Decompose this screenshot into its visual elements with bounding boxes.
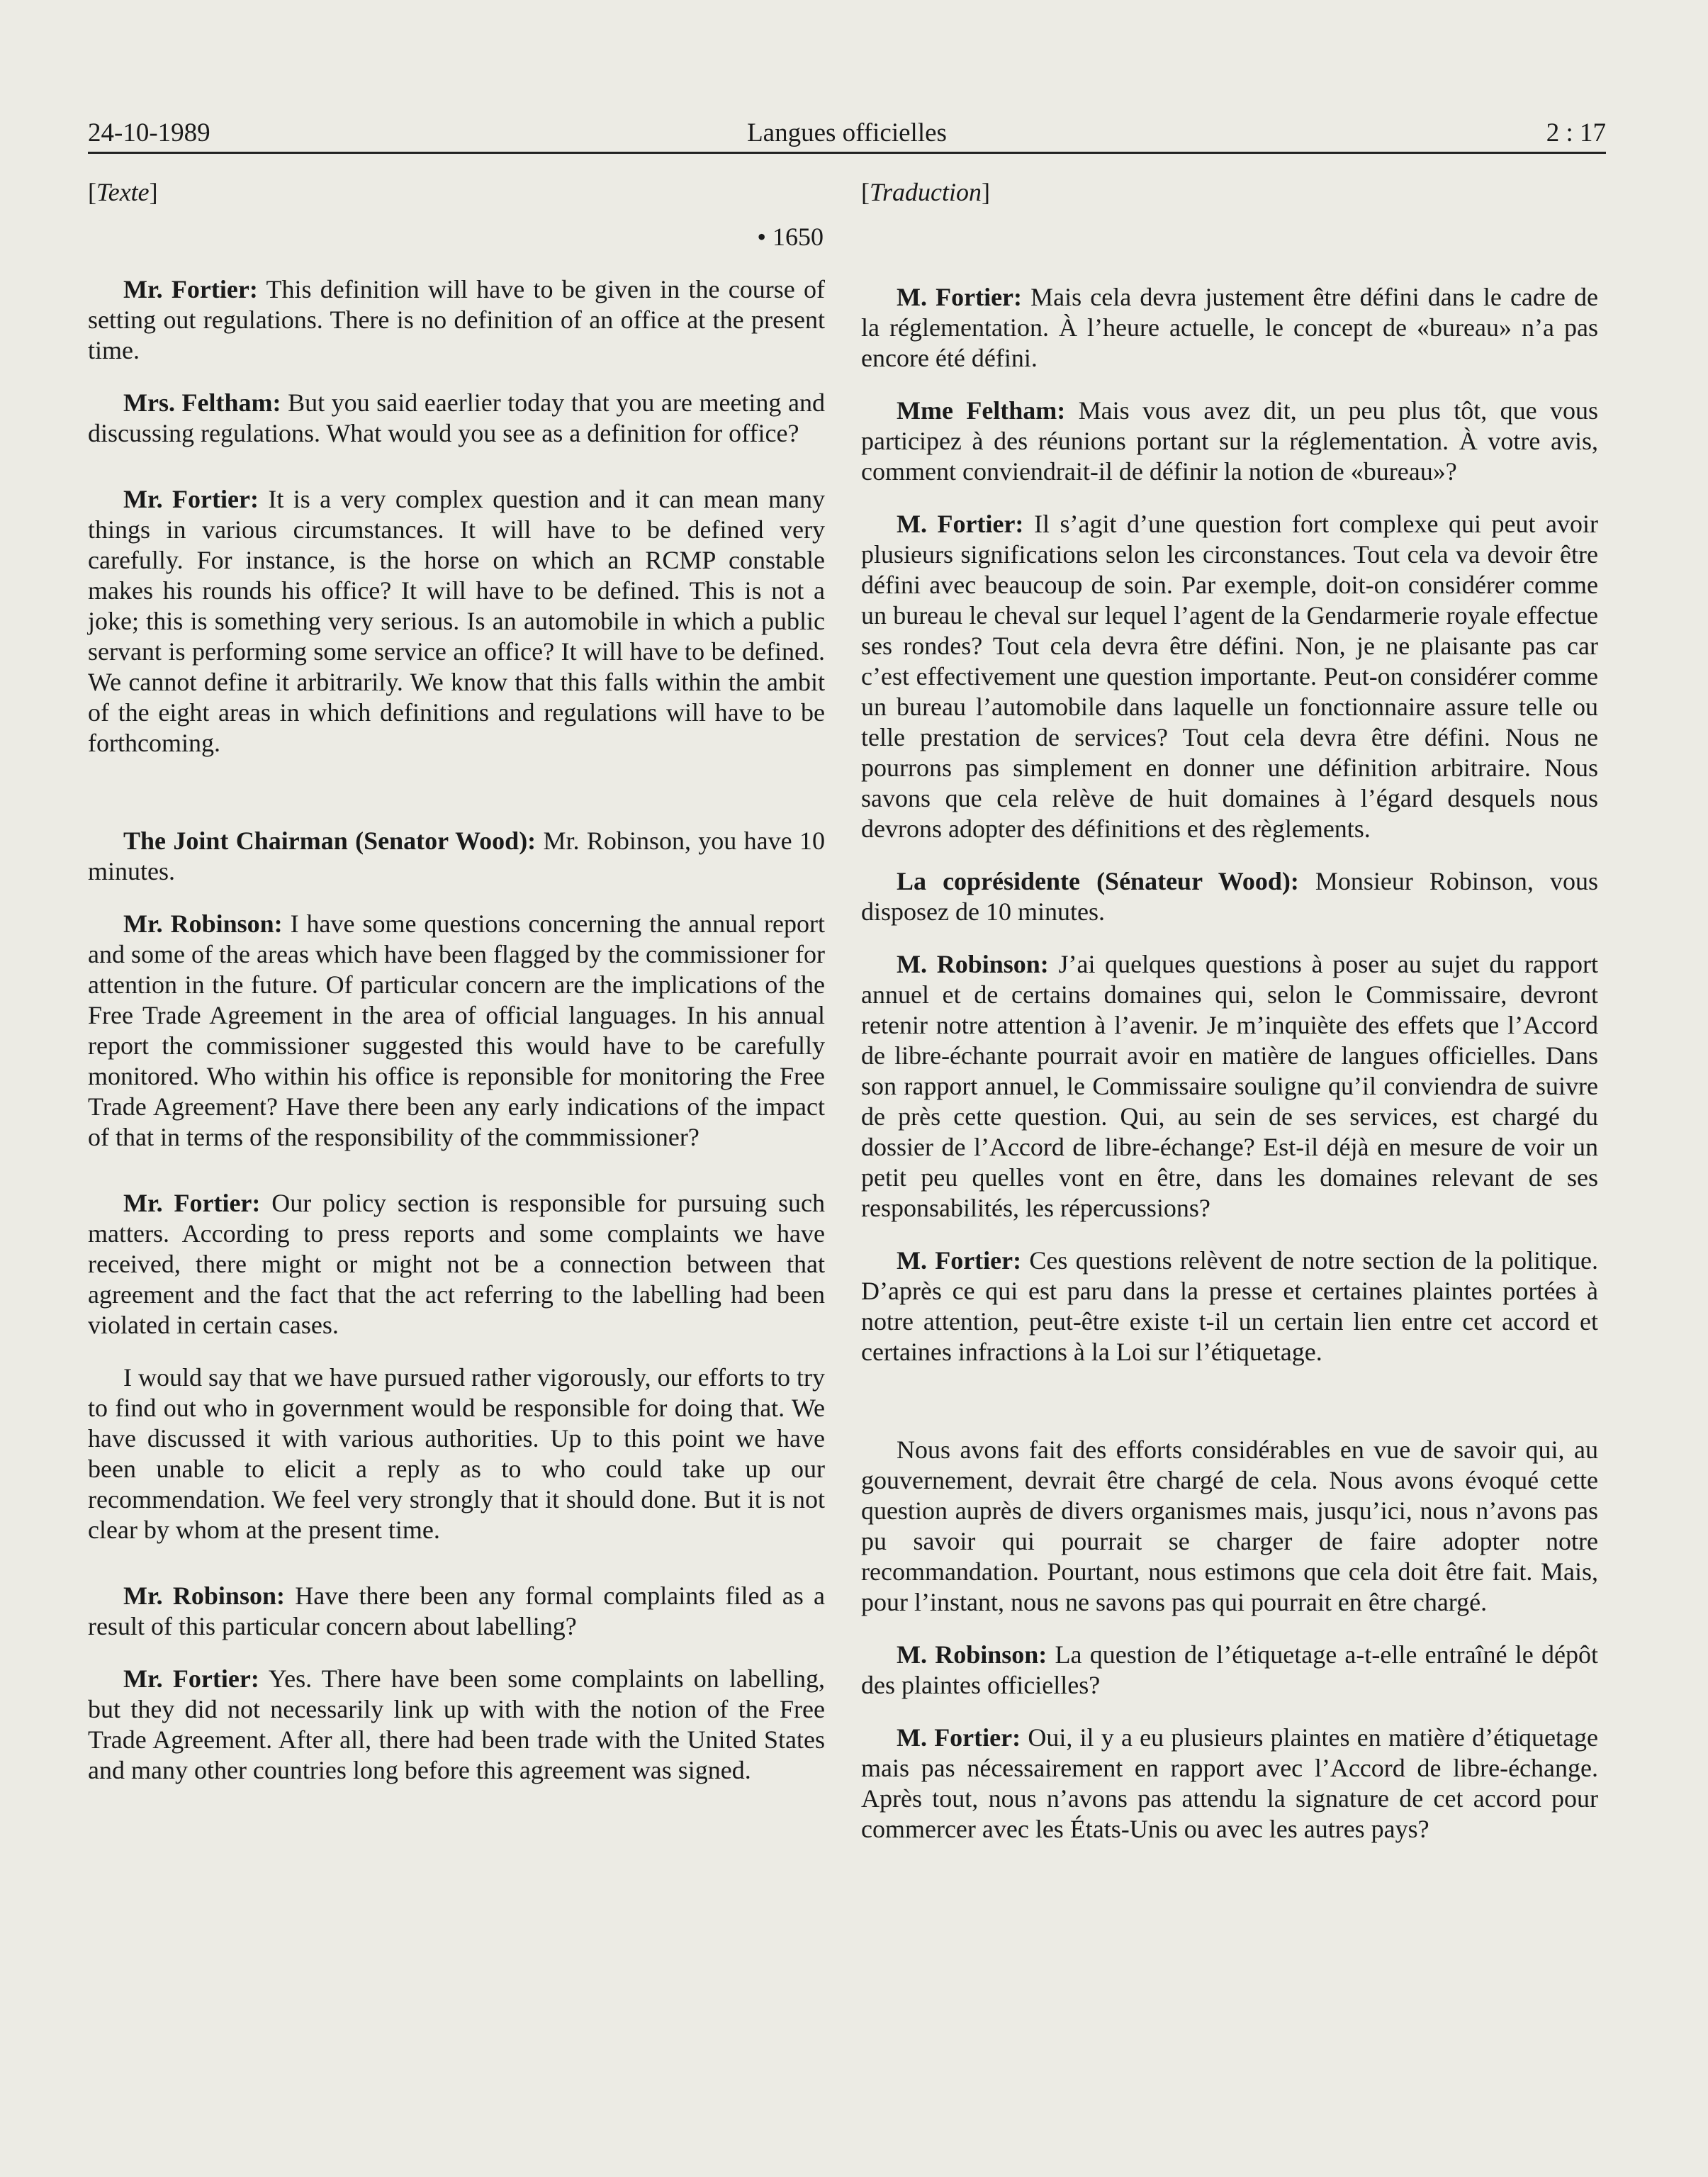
paragraph: I would say that we have pursued rather vigorously, our efforts to try to find out who in government would be responsible for doing that. We have discussed it with various authorities. Up to this point we have been unable to elicit a reply as to who could take up our recommendation. We feel very strongly that it should done. But it is not clear by whom at the present time. <box>88 1363 825 1544</box>
paragraph: The Joint Chairman (Senator Wood): Mr. Robinson, you have 10 minutes. <box>88 827 825 885</box>
paragraph: Mr. Fortier: Our policy section is responsible for pursuing such matters. According to press reports and some complaints we have received, there might or might not be a connection between that agreement and the fact that the act referring to the labelling had been violated in certain cases. <box>88 1189 825 1339</box>
paragraph: Mr. Robinson: Have there been any formal complaints filed as a result of this particular concern about labelling? <box>88 1582 825 1640</box>
paragraph: M. Fortier: Oui, il y a eu plusieurs plaintes en matière d’étiquetage mais pas nécessairement en rapport avec l’Accord de libre-échange. Après tout, nous n’avons pas attendu la signature de cet accord pour commercer avec les États-Unis ou avec les autres pays? <box>861 1723 1598 1843</box>
header-title: Langues officielles <box>747 118 947 147</box>
english-column <box>88 177 825 1786</box>
paragraph: Mme Feltham: Mais vous avez dit, un peu plus tôt, que vous participez à des réunions portant sur la réglementation. À votre avis, comment conviendrait-il de définir la notion de «bureau»? <box>861 396 1598 486</box>
french-column <box>861 177 1598 1845</box>
header-date: 24-10-1989 <box>88 118 210 147</box>
paragraph: M. Robinson: J’ai quelques questions à poser au sujet du rapport annuel et de certains domaines qui, selon le Commissaire, devront retenir notre attention à l’avenir. Je m’inquiète des effets que l’Accord de libre-échante pourrait avoir en matière de langues officielles. Dans son rapport annuel, le Commissaire souligne qu’il conviendra de suivre de près cette question. Qui, au sein de ses services, est chargé du dossier de l’Accord de libre-échange? Est-il déjà en mesure de voir un petit peu quelles vont en être, dans les domaines relevant de ses responsabilités, les répercussions? <box>861 950 1598 1222</box>
paragraph: M. Fortier: Mais cela devra justement être défini dans le cadre de la réglementation. À l’heure actuelle, le concept de «bureau» n’a pas encore été défini. <box>861 283 1598 372</box>
paragraph: Mr. Robinson: I have some questions concerning the annual report and some of the areas which have been flagged by the commissioner for attention in the future. Of particular concern are the implications of the Free Trade Agreement in the area of official languages. In his annual report the commissioner suggested this would have to be carefully monitored. Who within his office is reponsible for monitoring the Free Trade Agreement? Have there been any early indications of the impact of that in terms of the responsibility of the commmissioner? <box>88 910 826 1151</box>
paragraph: Mr. Fortier: This definition will have to be given in the course of setting out regulations. There is no definition of an office at the present time. <box>88 275 825 364</box>
page-header <box>88 118 1606 154</box>
paragraph: M. Robinson: La question de l’étiquetage a-t-elle entraîné le dépôt des plaintes officielles? <box>861 1640 1598 1699</box>
column-marker: [Traduction] <box>861 178 991 206</box>
header-page-number: 2 : 17 <box>1546 118 1606 147</box>
paragraph: Nous avons fait des efforts considérables en vue de savoir qui, au gouvernement, devrait être chargé de cela. Nous avons évoqué cette question auprès de divers organismes mais, jusqu’ici, nous n’avons pas pu savoir qui pourrait se charger de faire adopter notre recommandation. Pourtant, nous estimons que cela doit être fait. Mais, pour l’instant, nous ne savons pas qui pourrait en être chargé. <box>861 1436 1598 1616</box>
paragraph: M. Fortier: Il s’agit d’une question fort complexe qui peut avoir plusieurs significations selon les circonstances. Tout cela va devoir être défini avec beaucoup de soin. Par exemple, doit-on considérer comme un bureau le cheval sur lequel l’agent de la Gendarmerie royale effectue ses rondes? Tout cela devra être défini. Non, je ne plaisante pas car c’est effectivement une question importante. Peut-on considérer comme un bureau l’automobile dans laquelle un fonctionnaire assure telle ou telle prestation de services? Tout cela devra être défini. Nous ne pourrons pas simplement en donner une définition arbitraire. Nous savons que cela relève de huit domaines à l’égard desquels nous devrons adopter des définitions et des règlements. <box>861 510 1598 843</box>
paragraph: M. Fortier: Ces questions relèvent de notre section de la politique. D’après ce qui est paru dans la presse et certaines plaintes portées à notre attention, peut-être existe t-il un certain lien entre cet accord et certaines infractions à la Loi sur l’étiquetage. <box>861 1246 1598 1366</box>
time-stamp: • 1650 <box>757 223 824 251</box>
paragraph: Mrs. Feltham: But you said eaerlier today that you are meeting and discussing regulations. What would you see as a definition for office? <box>88 388 825 447</box>
column-marker: [Texte] <box>88 178 158 206</box>
paragraph: Mr. Fortier: It is a very complex question and it can mean many things in various circumstances. It will have to be defined very carefully. For instance, is the horse on which an RCMP constable makes his rounds his office? It will have to be defined. This is not a joke; this is something very serious. Is an automobile in which a public servant is performing some service an office? It will have to be defined. We cannot define it arbitrarily. We know that this falls within the ambit of the eight areas in which definitions and regulations will have to be forthcoming. <box>88 485 826 757</box>
paragraph: La coprésidente (Sénateur Wood): Monsieur Robinson, vous disposez de 10 minutes. <box>861 867 1598 926</box>
paragraph: Mr. Fortier: Yes. There have been some complaints on labelling, but they did not necessarily link up with with the notion of the Free Trade Agreement. After all, there had been trade with the United States and many other countries long before this agreement was signed. <box>88 1664 825 1784</box>
